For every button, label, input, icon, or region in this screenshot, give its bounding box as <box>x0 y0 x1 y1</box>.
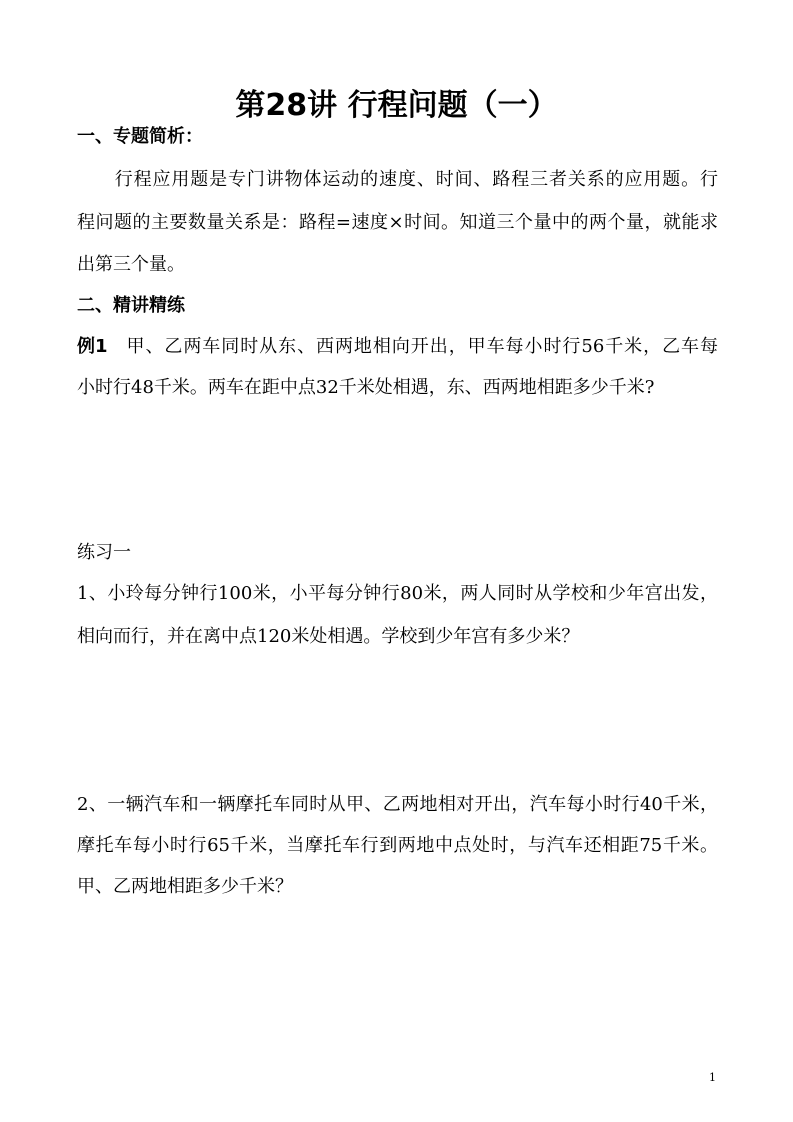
page-title: 第28讲 行程问题（一） <box>235 88 558 123</box>
example-1 <box>77 335 718 359</box>
example-label: 例1 <box>77 336 108 357</box>
question-2: 2、一辆汽车和一辆摩托车同时从甲、乙两地相对开出，汽车每小时行40千米， <box>77 794 718 815</box>
exercise-heading: 练习一 <box>77 542 131 563</box>
section-heading-practice: 二、精讲精练 <box>77 295 185 316</box>
question-2: 摩托车每小时行65千米，当摩托车行到两地中点处时，与汽车还相距75千米。 <box>77 835 718 856</box>
question-2: 甲、乙两地相距多少千米？ <box>77 876 293 897</box>
question-1: 1、小玲每分钟行100米，小平每分钟行80米，两人同时从学校和少年宫出发， <box>77 583 718 604</box>
paragraph-line: 程问题的主要数量关系是：路程=速度×时间。知道三个量中的两个量，就能求 <box>77 212 718 233</box>
example-text: 小时行48千米。两车在距中点32千米处相遇，东、西两地相距多少千米? <box>77 377 655 398</box>
question-1: 相向而行，并在离中点120米处相遇。学校到少年宫有多少米？ <box>77 626 580 647</box>
example-text: 甲、乙两车同时从东、西两地相向开出，甲车每小时行56千米，乙车每 <box>107 336 718 357</box>
paragraph-line: 出第三个量。 <box>77 254 185 275</box>
section-heading-analysis: 一、专题简析： <box>77 126 203 147</box>
paragraph-line: 行程应用题是专门讲物体运动的速度、时间、路程三者关系的应用题。行 <box>77 169 718 190</box>
page-number: 1 <box>709 1071 716 1084</box>
